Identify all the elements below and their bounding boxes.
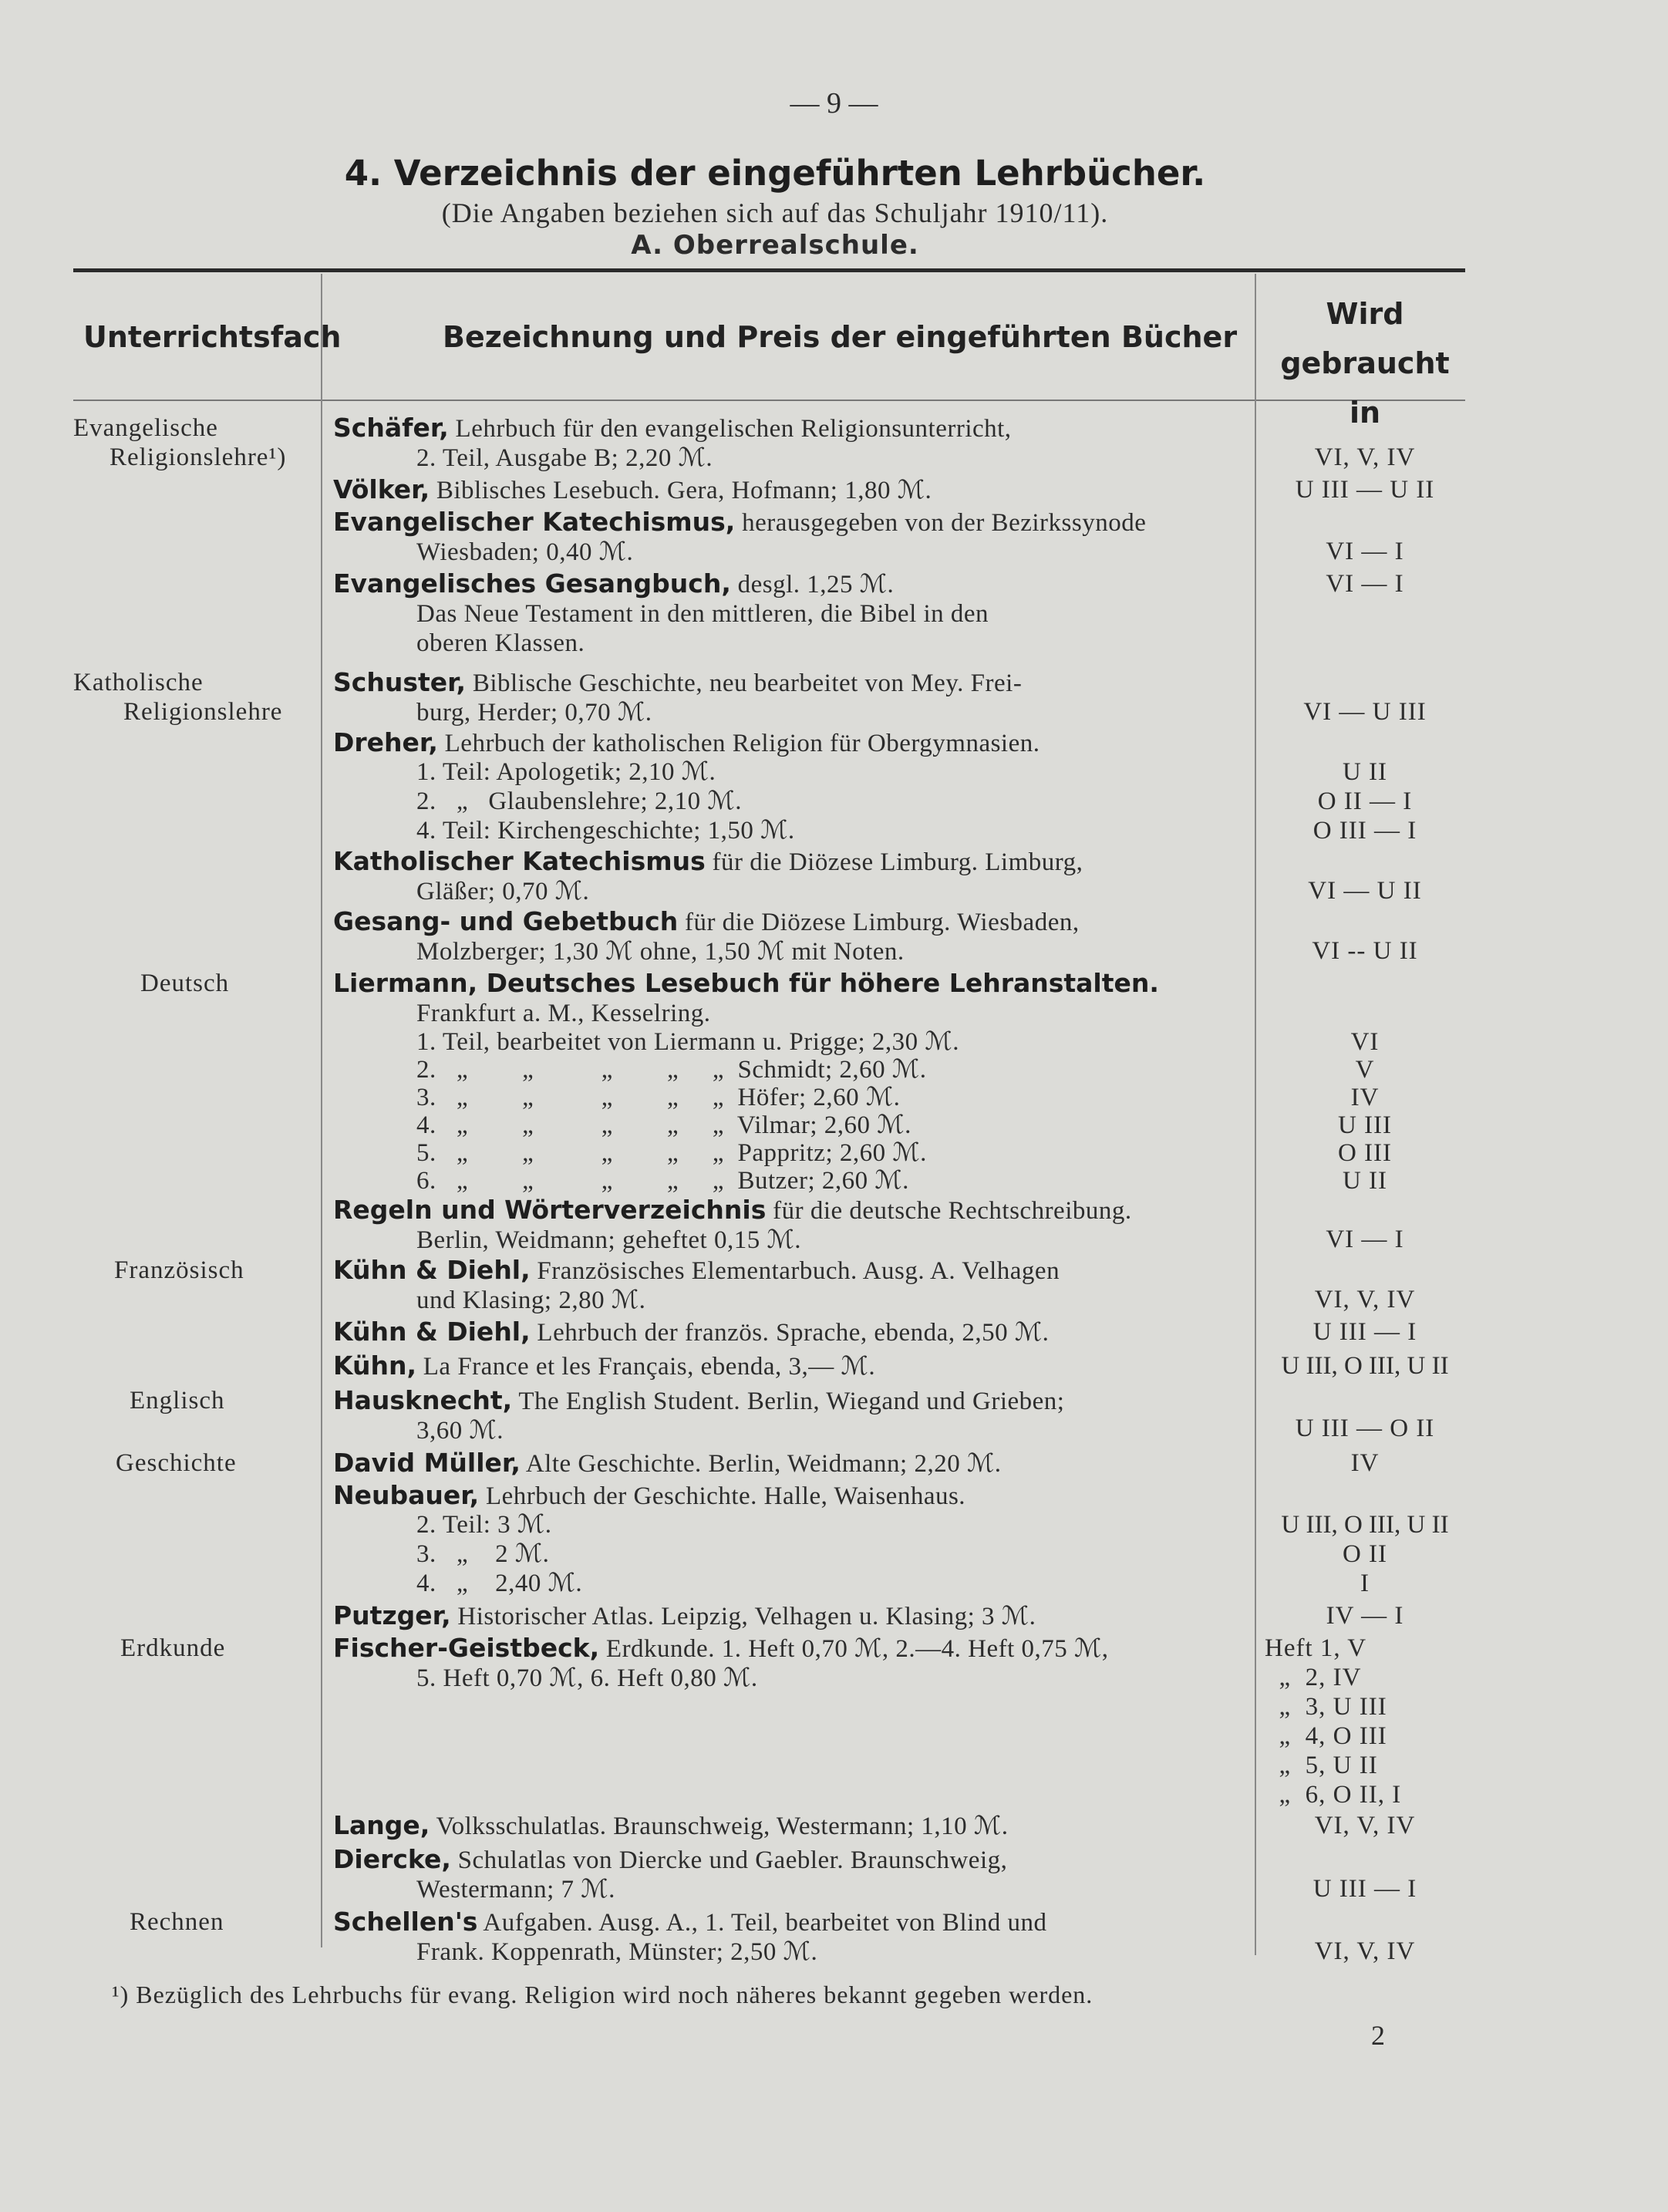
book-name: Evangelischer Katechismus, — [333, 507, 736, 537]
book-kuehn-la-france — [333, 1351, 1243, 1381]
book-name: Lange, — [333, 1810, 430, 1840]
use-neubauer-3: O II — [1342, 1540, 1388, 1568]
book-text-line2: Das Neue Testament in den mittleren, die Bibel in den — [416, 600, 989, 628]
book-text: Biblische Geschichte, neu bearbeitet von Mey. Frei- — [466, 669, 1023, 697]
book-text-line2: Gläßer; 0,70 ℳ. — [416, 878, 590, 905]
header-subject: Unterrichtsfach — [83, 320, 342, 354]
use-schaefer: VI, V, IV — [1314, 443, 1416, 471]
book-text: Alte Geschichte. Berlin, Weidmann; 2,20 ℳ. — [520, 1450, 1002, 1478]
book-name: Schäfer, — [333, 413, 449, 443]
use-dreher-1: U II — [1342, 758, 1388, 786]
book-regeln — [333, 1195, 1243, 1255]
book-name: Hausknecht, — [333, 1385, 513, 1415]
use-gesang-gebetbuch: VI -- U II — [1312, 937, 1418, 965]
book-kuehn-diehl-elementarbuch — [333, 1256, 1243, 1315]
book-liermann — [333, 969, 1243, 1028]
header-used-line2: gebraucht in — [1280, 346, 1450, 430]
use-liermann-2: V — [1355, 1056, 1375, 1084]
use-liermann-1: VI — [1350, 1028, 1380, 1056]
book-text-line2: Berlin, Weidmann; geheftet 0,15 ℳ. — [416, 1226, 801, 1254]
use-hausknecht: U III — O II — [1295, 1415, 1435, 1442]
use-liermann-3: IV — [1350, 1084, 1380, 1111]
book-name: Gesang- und Gebetbuch — [333, 906, 679, 936]
header-books: Bezeichnung und Preis der eingeführten Bücher — [443, 320, 1238, 354]
book-name: Regeln und Wörterverzeichnis — [333, 1195, 767, 1225]
use-schellen: VI, V, IV — [1314, 1937, 1416, 1965]
book-hausknecht — [333, 1386, 1243, 1445]
book-kath-katechismus — [333, 847, 1243, 906]
book-name: Kühn & Diehl, — [333, 1317, 531, 1347]
book-gesang-gebetbuch — [333, 907, 1243, 966]
use-putzger: IV — I — [1326, 1602, 1404, 1630]
subject-evangelisch-2: Religionslehre¹) — [110, 443, 287, 471]
book-text: Erdkunde. 1. Heft 0,70 ℳ, 2.—4. Heft 0,75 ℳ, — [599, 1635, 1109, 1663]
book-text: herausgegeben von der Bezirkssynode — [735, 509, 1147, 537]
subject-englisch: Englisch — [130, 1387, 225, 1415]
book-text: Lehrbuch für den evangelischen Religionsunterricht, — [448, 415, 1012, 443]
liermann-part-2: 2. „ „ „ „ „ Schmidt; 2,60 ℳ. — [416, 1056, 927, 1084]
use-dreher-2: O II — I — [1317, 787, 1413, 815]
book-name: Völker, — [333, 474, 430, 504]
subject-evangelisch: Evangelische — [73, 414, 218, 442]
book-name: Diercke, — [333, 1844, 451, 1874]
book-name: Kühn & Diehl, — [333, 1255, 531, 1285]
column-divider-left — [321, 274, 322, 1947]
book-name: Liermann, Deutsches Lesebuch für höhere Lehranstalten. — [333, 968, 1159, 998]
page-number: — 9 — — [790, 87, 878, 120]
book-text-line2: burg, Herder; 0,70 ℳ. — [416, 699, 652, 727]
dreher-part-1: 1. Teil: Apologetik; 2,10 ℳ. — [416, 758, 716, 786]
sheet-number: 2 — [1371, 2020, 1385, 2051]
book-putzger — [333, 1601, 1243, 1631]
use-neubauer-4: I — [1360, 1570, 1370, 1597]
subject-katholisch: Katholische — [73, 669, 204, 696]
book-text-line2: Wiesbaden; 0,40 ℳ. — [416, 538, 634, 566]
use-kuehn-diehl-lehrbuch: U III — I — [1312, 1318, 1417, 1346]
book-text: La France et les Français, ebenda, 3,— ℳ. — [416, 1353, 876, 1381]
use-diercke: U III — I — [1312, 1875, 1417, 1903]
book-kuehn-diehl-lehrbuch — [333, 1317, 1243, 1347]
use-voelker: U III — U II — [1295, 476, 1435, 504]
book-text-line2: Frank. Koppenrath, Münster; 2,50 ℳ. — [416, 1938, 818, 1966]
use-dreher-4: O III — I — [1312, 817, 1417, 845]
book-text: Biblisches Lesebuch. Gera, Hofmann; 1,80 ℳ. — [430, 477, 932, 504]
book-name: Evangelisches Gesangbuch, — [333, 568, 731, 599]
book-fischer-geistbeck — [333, 1634, 1243, 1693]
book-schuster — [333, 668, 1243, 727]
subject-deutsch: Deutsch — [140, 969, 230, 997]
neubauer-part-3: 3. „ 2 ℳ. — [416, 1540, 550, 1568]
book-text: desgl. 1,25 ℳ. — [730, 571, 895, 599]
book-name: Neubauer, — [333, 1480, 480, 1510]
book-text: Schulatlas von Diercke und Gaebler. Braunschweig, — [450, 1846, 1008, 1874]
use-fischer-4: „ 4, O III — [1265, 1722, 1387, 1750]
book-text-line2: Molzberger; 1,30 ℳ ohne, 1,50 ℳ mit Noten. — [416, 938, 905, 966]
book-text-line2: 2. Teil, Ausgabe B; 2,20 ℳ. — [416, 444, 713, 472]
neubauer-part-2: 2. Teil: 3 ℳ. — [416, 1511, 552, 1539]
book-neubauer — [333, 1481, 1243, 1511]
book-text: Lehrbuch der Geschichte. Halle, Waisenhaus. — [479, 1482, 966, 1510]
use-schuster: VI — U III — [1303, 698, 1427, 726]
use-david-mueller: IV — [1350, 1449, 1380, 1477]
book-lange — [333, 1811, 1243, 1841]
section-heading: A. Oberrealschule. — [631, 230, 919, 261]
subject-rechnen: Rechnen — [130, 1908, 224, 1936]
liermann-part-6: 6. „ „ „ „ „ Butzer; 2,60 ℳ. — [416, 1167, 909, 1195]
book-text: Volksschulatlas. Braunschweig, Westermann; 1,10 ℳ. — [430, 1812, 1009, 1840]
book-schaefer — [333, 413, 1243, 473]
use-neubauer-2: U III, O III, U II — [1281, 1511, 1449, 1539]
book-text-line2: und Klasing; 2,80 ℳ. — [416, 1286, 646, 1314]
liermann-part-3: 3. „ „ „ „ „ Höfer; 2,60 ℳ. — [416, 1084, 901, 1111]
table-header-rule — [73, 400, 1465, 401]
use-kuehn-diehl-elementarbuch: VI, V, IV — [1314, 1286, 1416, 1313]
subject-geschichte: Geschichte — [116, 1449, 237, 1477]
liermann-part-4: 4. „ „ „ „ „ Vilmar; 2,60 ℳ. — [416, 1111, 912, 1139]
page-subtitle: (Die Angaben beziehen sich auf das Schuljahr 1910/11). — [441, 197, 1109, 228]
book-text-line3: oberen Klassen. — [416, 629, 585, 657]
column-divider-right — [1255, 274, 1256, 1955]
dreher-part-4: 4. Teil: Kirchengeschichte; 1,50 ℳ. — [416, 817, 795, 845]
book-name: Kühn, — [333, 1350, 417, 1381]
book-text-line2: Westermann; 7 ℳ. — [416, 1876, 615, 1903]
book-diercke — [333, 1845, 1243, 1904]
use-fischer-6: „ 6, O II, I — [1265, 1781, 1402, 1809]
liermann-part-5: 5. „ „ „ „ „ Pappritz; 2,60 ℳ. — [416, 1139, 927, 1167]
subject-erdkunde: Erdkunde — [120, 1634, 226, 1662]
book-text-line2: 5. Heft 0,70 ℳ, 6. Heft 0,80 ℳ. — [416, 1664, 758, 1692]
use-fischer-5: „ 5, U II — [1265, 1752, 1378, 1779]
book-ev-gesangbuch — [333, 569, 1243, 658]
use-kuehn-la-france: U III, O III, U II — [1281, 1352, 1449, 1380]
use-liermann-4: U III — [1337, 1111, 1393, 1139]
book-text: für die Diözese Limburg. Limburg, — [705, 848, 1083, 876]
use-regeln: VI — I — [1326, 1226, 1404, 1253]
book-text: Aufgaben. Ausg. A., 1. Teil, bearbeitet von Blind und — [477, 1909, 1047, 1937]
book-text-line2: 3,60 ℳ. — [416, 1417, 504, 1445]
book-text: The English Student. Berlin, Wiegand und Grieben; — [512, 1388, 1065, 1415]
book-text: Historischer Atlas. Leipzig, Velhagen u. Klasing; 3 ℳ. — [450, 1603, 1036, 1630]
book-text-line2: Frankfurt a. M., Kesselring. — [416, 1000, 711, 1027]
header-used — [1265, 289, 1465, 437]
book-schellen — [333, 1907, 1243, 1967]
page-title: 4. Verzeichnis der eingeführten Lehrbücher. — [344, 153, 1206, 194]
use-lange: VI, V, IV — [1314, 1812, 1416, 1839]
use-fischer-2: „ 2, IV — [1265, 1664, 1362, 1691]
header-used-line1: Wird — [1326, 297, 1404, 331]
use-ev-katechismus: VI — I — [1326, 538, 1404, 565]
book-name: Katholischer Katechismus — [333, 846, 706, 876]
book-name: Putzger, — [333, 1600, 451, 1630]
dreher-part-2: 2. „ Glaubenslehre; 2,10 ℳ. — [416, 787, 742, 815]
book-text: Lehrbuch der französ. Sprache, ebenda, 2,50 ℳ. — [530, 1319, 1050, 1347]
use-kath-katechismus: VI — U II — [1308, 877, 1422, 905]
book-dreher — [333, 728, 1243, 758]
neubauer-part-4: 4. „ 2,40 ℳ. — [416, 1570, 583, 1597]
book-text: für die deutsche Rechtschreibung. — [766, 1197, 1132, 1225]
use-fischer-1: Heft 1, V — [1265, 1634, 1367, 1662]
book-text: für die Diözese Limburg. Wiesbaden, — [678, 909, 1080, 936]
subject-franzoesisch: Französisch — [114, 1256, 244, 1284]
book-voelker — [333, 475, 1243, 505]
book-name: Fischer-Geistbeck, — [333, 1633, 600, 1663]
table-top-rule — [73, 268, 1465, 272]
book-name: Schellen's — [333, 1907, 478, 1937]
book-ev-katechismus — [333, 507, 1243, 567]
subject-katholisch-2: Religionslehre — [123, 698, 283, 726]
use-liermann-5: O III — [1337, 1139, 1393, 1167]
book-name: Dreher, — [333, 727, 438, 757]
use-ev-gesangbuch: VI — I — [1326, 570, 1404, 598]
use-fischer-3: „ 3, U III — [1265, 1693, 1387, 1721]
liermann-part-1: 1. Teil, bearbeitet von Liermann u. Prigge; 2,30 ℳ. — [416, 1028, 959, 1056]
book-name: Schuster, — [333, 667, 467, 697]
use-liermann-6: U II — [1342, 1167, 1388, 1195]
book-text: Lehrbuch der katholischen Religion für Obergymnasien. — [437, 730, 1040, 757]
book-text: Französisches Elementarbuch. Ausg. A. Velhagen — [530, 1257, 1060, 1285]
book-david-mueller — [333, 1448, 1243, 1479]
book-name: David Müller, — [333, 1448, 521, 1478]
footnote: ¹) Bezüglich des Lehrbuchs für evang. Religion wird noch näheres bekannt gegeben werden. — [112, 1981, 1093, 2008]
